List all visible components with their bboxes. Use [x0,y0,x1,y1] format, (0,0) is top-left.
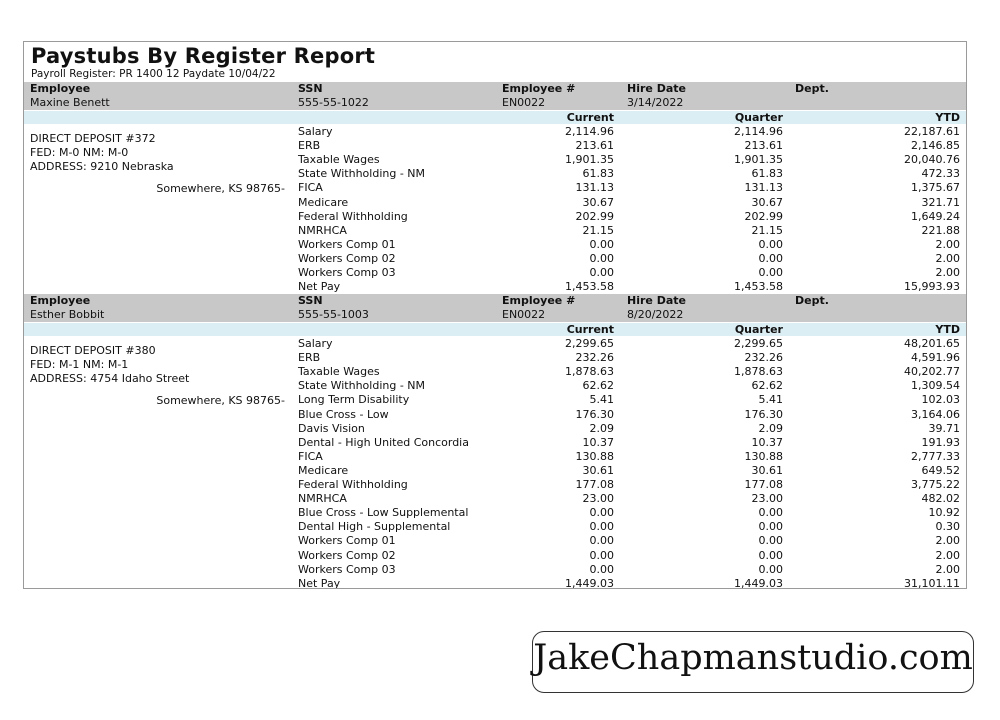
line-label: FICA [298,449,323,463]
current-value: 1,878.63 [565,365,614,379]
table-row [24,280,966,294]
quarter-value: 62.62 [751,379,783,393]
ytd-value: 2,146.85 [911,139,960,153]
table-row [24,534,966,548]
watermark [532,631,974,693]
employee-name: Esther Bobbit [30,308,105,321]
current-value: 61.83 [582,167,614,181]
table-row [24,520,966,534]
line-label: ERB [298,351,321,365]
quarter-value: 21.15 [751,223,783,237]
direct-deposit: DIRECT DEPOSIT #380 [30,344,156,357]
ytd-value: 40,202.77 [904,365,960,379]
ytd-value: 10.92 [928,506,960,520]
quarter-value: 0.00 [758,237,783,251]
line-label: Blue Cross - Low [298,407,389,421]
line-label: Federal Withholding [298,478,408,491]
ssn-heading: SSN [298,294,323,307]
current-value: 0.00 [589,266,614,279]
ytd-value: 4,591.96 [911,351,960,365]
paystub-report [23,41,967,589]
direct-deposit: DIRECT DEPOSIT #372 [30,132,156,145]
current-value: 0.00 [589,237,614,251]
ytd-value: 2.00 [935,266,960,279]
table-row [24,210,966,224]
table-row [24,365,966,379]
table-row [24,379,966,393]
current-heading: Current [566,111,614,124]
quarter-value: 23.00 [751,492,783,506]
ytd-value: 1,309.54 [911,379,960,393]
quarter-value: 1,449.03 [734,576,783,589]
quarter-heading: Quarter [734,323,783,336]
line-label: Salary [298,125,333,138]
line-label: Medicare [298,195,349,209]
line-label: Workers Comp 01 [298,237,396,251]
current-heading: Current [566,323,614,336]
hire-date-heading: Hire Date [627,294,686,307]
dept-heading: Dept. [795,294,829,307]
table-row [24,393,966,407]
quarter-value: 176.30 [744,407,783,421]
ytd-value: 2.00 [935,548,960,562]
ytd-value: 191.93 [921,435,960,449]
employee-hire-date: 8/20/2022 [627,308,684,321]
current-value: 1,449.03 [565,576,614,589]
employee-number: EN0022 [502,96,546,109]
current-value: 232.26 [575,351,614,365]
quarter-value: 1,453.58 [734,280,783,294]
quarter-value: 2,299.65 [734,337,783,350]
ytd-value: 102.03 [921,393,960,407]
address-line: ADDRESS: 9210 Nebraska [30,160,174,173]
employee-ssn: 555-55-1003 [298,308,369,321]
ytd-value: 2.00 [935,237,960,251]
current-value: 177.08 [575,478,614,491]
employee-heading: Employee [30,294,91,307]
ytd-value: 15,993.93 [904,280,960,294]
table-row [24,139,966,153]
current-value: 10.37 [582,435,614,449]
quarter-value: 30.61 [751,463,783,477]
line-label: NMRHCA [298,492,347,506]
column-header-2 [24,323,966,336]
current-value: 21.15 [582,223,614,237]
ytd-value: 482.02 [921,492,960,506]
line-label: Workers Comp 02 [298,251,396,265]
table-row [24,266,966,280]
dept-heading: Dept. [795,82,829,95]
ytd-value: 20,040.76 [904,153,960,167]
ytd-value: 2,777.33 [911,449,960,463]
table-row [24,181,966,195]
table-row [24,252,966,266]
employee-ssn: 555-55-1022 [298,96,369,109]
current-value: 30.61 [582,463,614,477]
table-row [24,408,966,422]
current-value: 0.00 [589,251,614,265]
quarter-value: 0.00 [758,534,783,548]
line-label: Workers Comp 03 [298,266,396,279]
line-label: Workers Comp 01 [298,534,396,548]
ytd-value: 0.30 [935,520,960,534]
line-label: Blue Cross - Low Supplemental [298,506,469,520]
ytd-value: 3,775.22 [911,478,960,491]
employee-number-heading: Employee # [502,294,576,307]
ytd-heading: YTD [935,111,960,124]
quarter-value: 0.00 [758,548,783,562]
quarter-value: 177.08 [744,478,783,491]
quarter-value: 5.41 [758,393,783,407]
line-label: ERB [298,139,321,153]
line-label: Dental High - Supplemental [298,520,451,534]
quarter-value: 2,114.96 [734,125,783,138]
report-title: Paystubs By Register Report [31,44,376,68]
ytd-value: 2.00 [935,534,960,548]
line-label: State Withholding - NM [298,167,426,181]
employee-name: Maxine Benett [30,96,110,109]
line-label: State Withholding - NM [298,379,426,393]
table-row [24,464,966,478]
current-value: 213.61 [575,139,614,153]
ytd-value: 472.33 [921,167,960,181]
hire-date-heading: Hire Date [627,82,686,95]
current-value: 176.30 [575,407,614,421]
ytd-value: 39.71 [928,421,960,435]
line-label: NMRHCA [298,223,347,237]
employee-hire-date: 3/14/2022 [627,96,684,109]
table-row [24,450,966,464]
table-row [24,196,966,210]
table-row [24,478,966,492]
quarter-value: 1,901.35 [734,153,783,167]
line-label: Salary [298,337,333,350]
ytd-value: 1,649.24 [911,209,960,223]
quarter-value: 0.00 [758,266,783,279]
table-row [24,238,966,252]
quarter-value: 202.99 [744,209,783,223]
line-label: Dental - High United Concordia [298,435,469,449]
table-row [24,436,966,450]
current-value: 1,453.58 [565,280,614,294]
line-label: FICA [298,181,323,195]
table-row [24,506,966,520]
quarter-value: 130.88 [744,449,783,463]
line-label: Long Term Disability [298,393,410,407]
line-label: Taxable Wages [298,365,380,379]
current-value: 5.41 [589,393,614,407]
employee-number-heading: Employee # [502,82,576,95]
city-line: Somewhere, KS 98765- [156,182,285,195]
table-row [24,167,966,181]
ytd-value: 2.00 [935,562,960,576]
ytd-value: 3,164.06 [911,407,960,421]
table-row [24,422,966,436]
quarter-value: 0.00 [758,251,783,265]
current-value: 30.67 [582,195,614,209]
watermark-text: JakeChapmanstudio.com [533,638,973,678]
current-value: 130.88 [575,449,614,463]
tax-status: FED: M-0 NM: M-0 [30,146,129,159]
quarter-heading: Quarter [734,111,783,124]
quarter-value: 131.13 [744,181,783,195]
line-label: Net Pay [298,280,341,294]
employee-header-1 [24,82,966,110]
table-row [24,549,966,563]
quarter-value: 0.00 [758,562,783,576]
ytd-value: 649.52 [921,463,960,477]
current-value: 0.00 [589,548,614,562]
table-row [24,563,966,577]
current-value: 131.13 [575,181,614,195]
ytd-value: 48,201.65 [904,337,960,350]
ytd-value: 221.88 [921,223,960,237]
line-label: Workers Comp 03 [298,562,396,576]
quarter-value: 2.09 [758,421,783,435]
current-value: 0.00 [589,520,614,534]
ytd-value: 22,187.61 [904,125,960,138]
current-value: 1,901.35 [565,153,614,167]
quarter-value: 61.83 [751,167,783,181]
employee-number: EN0022 [502,308,546,321]
current-value: 0.00 [589,534,614,548]
current-value: 0.00 [589,562,614,576]
table-row [24,577,966,589]
employee-header-2 [24,294,966,322]
address-line: ADDRESS: 4754 Idaho Street [30,372,190,385]
tax-status: FED: M-1 NM: M-1 [30,358,129,371]
line-label: Davis Vision [298,421,365,435]
ytd-value: 1,375.67 [911,181,960,195]
table-row [24,492,966,506]
current-value: 23.00 [582,492,614,506]
current-value: 0.00 [589,506,614,520]
current-value: 2.09 [589,421,614,435]
quarter-value: 0.00 [758,520,783,534]
table-row [24,351,966,365]
current-value: 62.62 [582,379,614,393]
employee-heading: Employee [30,82,91,95]
quarter-value: 213.61 [744,139,783,153]
current-value: 2,114.96 [565,125,614,138]
table-row [24,224,966,238]
line-label: Workers Comp 02 [298,548,396,562]
line-label: Medicare [298,463,349,477]
line-label: Net Pay [298,576,341,589]
quarter-value: 0.00 [758,506,783,520]
current-value: 202.99 [575,209,614,223]
quarter-value: 1,878.63 [734,365,783,379]
ytd-heading: YTD [935,323,960,336]
ytd-value: 321.71 [921,195,960,209]
quarter-value: 232.26 [744,351,783,365]
line-label: Federal Withholding [298,209,408,223]
line-label: Taxable Wages [298,153,380,167]
table-row [24,337,966,351]
quarter-value: 30.67 [751,195,783,209]
ytd-value: 2.00 [935,251,960,265]
ytd-value: 31,101.11 [904,576,960,589]
ssn-heading: SSN [298,82,323,95]
table-row [24,125,966,139]
column-header-1 [24,111,966,124]
table-row [24,153,966,167]
quarter-value: 10.37 [751,435,783,449]
city-line: Somewhere, KS 98765- [156,394,285,407]
current-value: 2,299.65 [565,337,614,350]
report-subtitle: Payroll Register: PR 1400 12 Paydate 10/04/22 [31,68,276,80]
